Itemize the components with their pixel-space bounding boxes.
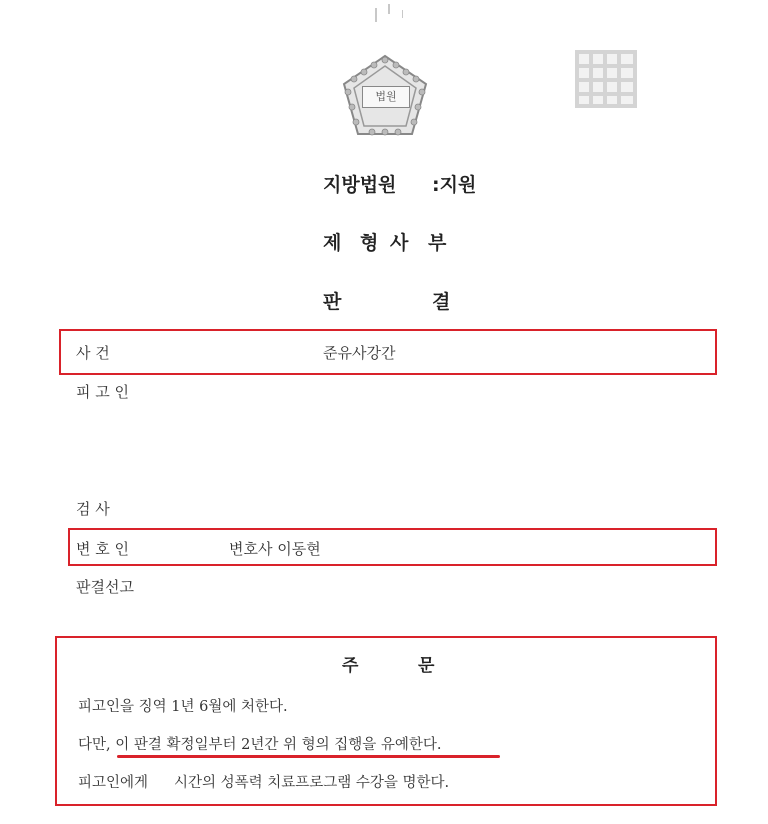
seal-label: 법원 (362, 86, 410, 108)
counsel-value: 변호사 이동현 (229, 540, 321, 558)
defendant-label: 피 고 인 (76, 383, 130, 401)
scan-artifact (388, 4, 390, 14)
scan-artifact (375, 8, 377, 22)
treatment-prefix: 피고인에게 (78, 775, 149, 791)
scan-artifact (402, 10, 403, 18)
official-stamp-icon (575, 50, 637, 108)
order-line-treatment (78, 771, 450, 792)
order-line-sentence: 피고인을 징역 1년 6월에 처한다. (78, 699, 288, 715)
judgment-page: 법원 지방법원 :지원 제 형 사 부 판 결 사 건 준유사강간 피 고 인 검 사 변 호 인 변호사 이동현 판결선고 주 문 피고인을 징역 1년 6월에 처한다. 다만, 이 판결 확정일부터 2년간 위 형의 집행을 유예한다. 피고인에게 시간의 성폭력 치료프로그램 수강을 명한다. (0, 0, 768, 824)
treatment-text: 시간의 성폭력 치료프로그램 수강을 명한다. (174, 775, 450, 791)
case-value: 준유사강간 (323, 344, 396, 362)
counsel-highlight-box (68, 528, 717, 566)
suspension-text: 이 판결 확정일부터 2년간 위 형의 집행을 유예한다. (115, 737, 442, 753)
order-line-suspension (78, 733, 441, 754)
prosecutor-label: 검 사 (76, 500, 110, 518)
suspension-prefix: 다만, (78, 737, 116, 753)
counsel-label: 변 호 인 (76, 540, 130, 558)
suspension-underline (117, 755, 500, 758)
case-label: 사 건 (76, 344, 110, 362)
verdict-date-label: 판결선고 (76, 578, 134, 596)
